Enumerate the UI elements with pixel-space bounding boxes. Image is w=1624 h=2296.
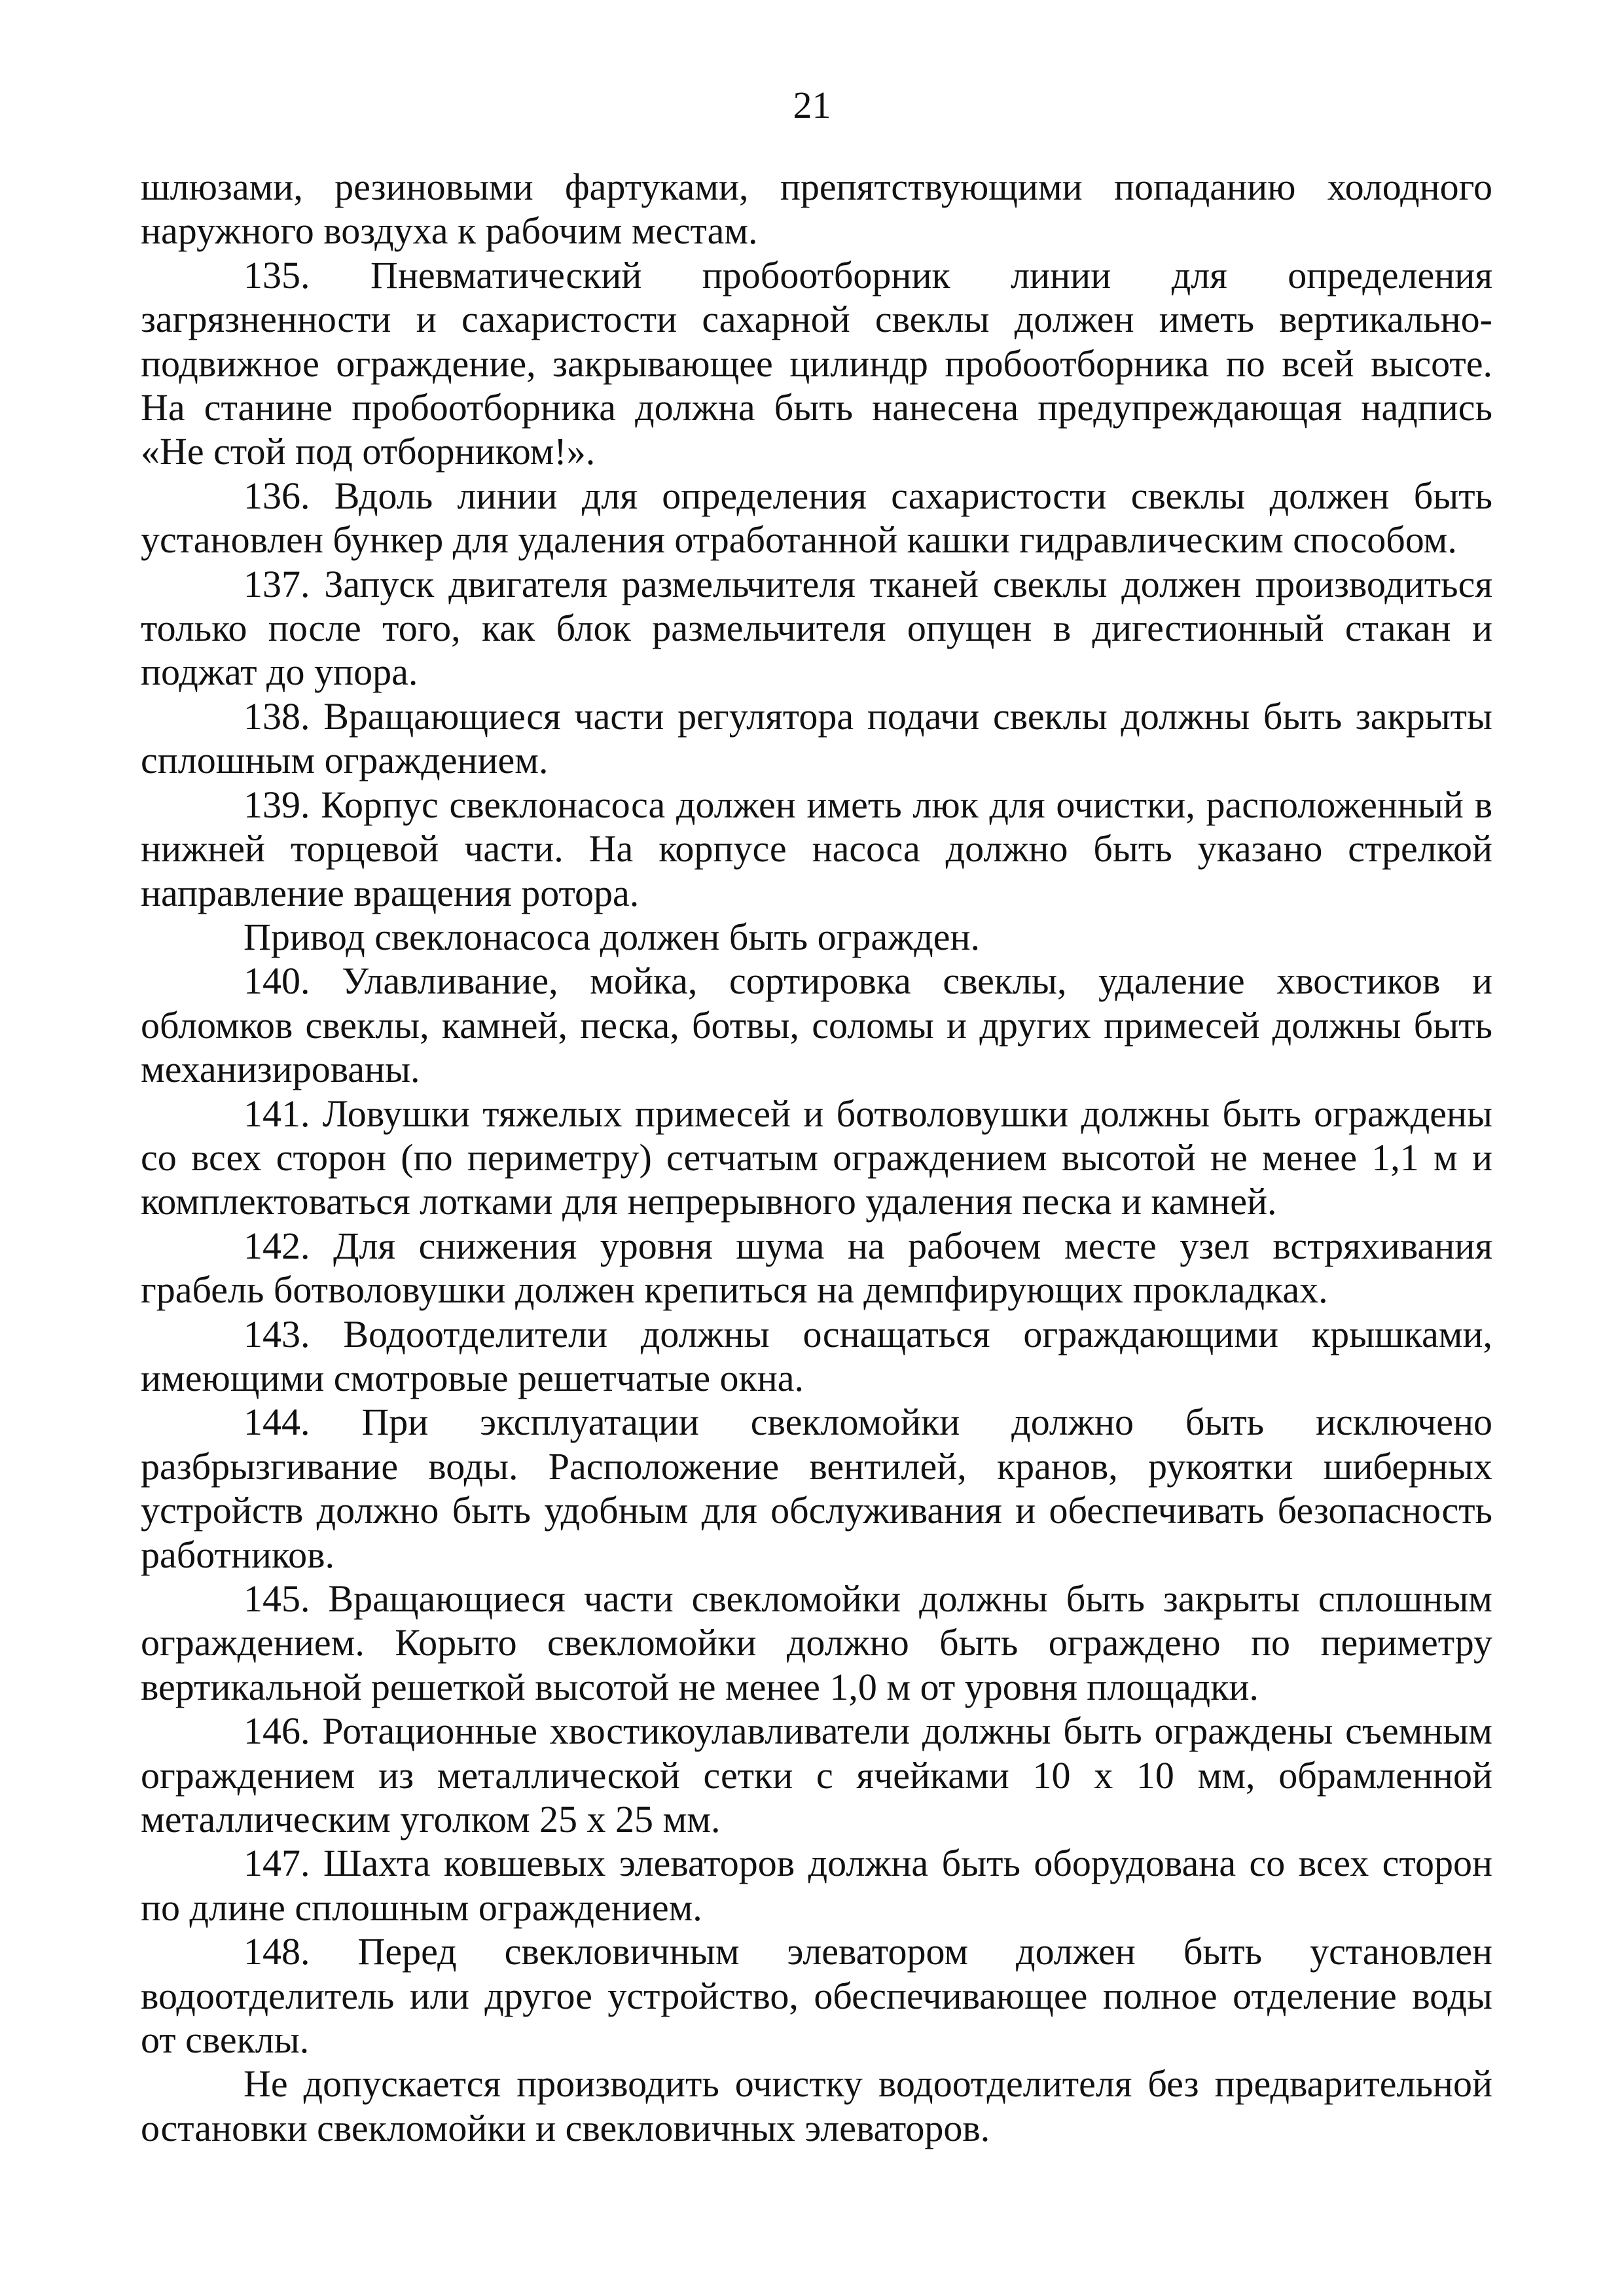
paragraph-147: 147. Шахта ковшевых элеваторов должна быть оборудована со всех сторон по длине сплошным ограждением. bbox=[141, 1842, 1492, 1929]
paragraph-139-note: Привод свеклонасоса должен быть огражден. bbox=[244, 915, 981, 958]
paragraph-135: 135. Пневматический пробоотборник линии для определения загрязненности и сахаристости сахарной свеклы должен иметь вертикально-подвижное ограждение, закрывающее цилиндр пробоотборника по всей высоте. На станине пробоотборника должна быть нанесена предупреждающая надпись «Не стой под отборником!». bbox=[141, 253, 1492, 473]
page-number: 21 bbox=[793, 84, 831, 126]
paragraph-continuation: шлюзами, резиновыми фартуками, препятствующими попаданию холодного наружного воздуха к рабочим местам. bbox=[141, 166, 1492, 253]
paragraph-143: 143. Водоотделители должны оснащаться ограждающими крышками, имеющими смотровые решетчатые окна. bbox=[141, 1312, 1492, 1399]
paragraph-148-note: Не допускается производить очистку водоотделителя без предварительной остановки свекломойки и свекловичных элеваторов. bbox=[141, 2062, 1492, 2149]
paragraph-138: 138. Вращающиеся части регулятора подачи свеклы должны быть закрыты сплошным ограждением. bbox=[141, 694, 1492, 782]
paragraph-140: 140. Улавливание, мойка, сортировка свеклы, удаление хвостиков и обломков свеклы, камней, песка, ботвы, соломы и других примесей должны быть механизированы. bbox=[141, 960, 1492, 1091]
paragraph-139: 139. Корпус свеклонасоса должен иметь люк для очистки, расположенный в нижней торцевой части. На корпусе насоса должно быть указано стрелкой направление вращения ротора. bbox=[141, 783, 1492, 914]
paragraph-144: 144. При эксплуатации свекломойки должно быть исключено разбрызгивание воды. Расположение вентилей, кранов, рукоятки шиберных устройств должно быть удобным для обслуживания и обеспечивать безопасность работников. bbox=[141, 1401, 1492, 1576]
paragraph-136: 136. Вдоль линии для определения сахаристости свеклы должен быть установлен бункер для удаления отработанной кашки гидравлическим способом. bbox=[141, 474, 1492, 562]
document-body bbox=[141, 165, 1492, 2150]
paragraph-141: 141. Ловушки тяжелых примесей и ботволовушки должны быть ограждены со всех сторон (по периметру) сетчатым ограждением высотой не менее 1,1 м и комплектоваться лотками для непрерывного удаления песка и камней. bbox=[141, 1092, 1492, 1223]
paragraph-142: 142. Для снижения уровня шума на рабочем месте узел встряхивания грабель ботволовушки должен крепиться на демпфирующих прокладках. bbox=[141, 1224, 1492, 1312]
paragraph-146: 146. Ротационные хвостикоулавливатели должны быть ограждены съемным ограждением из металлической сетки с ячейками 10 х 10 мм, обрамленной металлическим уголком 25 х 25 мм. bbox=[141, 1710, 1492, 1841]
paragraph-148: 148. Перед свекловичным элеватором должен быть установлен водоотделитель или другое устройство, обеспечивающее полное отделение воды от свеклы. bbox=[141, 1930, 1492, 2062]
paragraph-145: 145. Вращающиеся части свекломойки должны быть закрыты сплошным ограждением. Корыто свекломойки должно быть ограждено по периметру вертикальной решеткой высотой не менее 1,0 м от уровня площадки. bbox=[141, 1577, 1492, 1708]
paragraph-137: 137. Запуск двигателя размельчителя тканей свеклы должен производиться только после того, как блок размельчителя опущен в дигестионный стакан и поджат до упора. bbox=[141, 562, 1492, 694]
